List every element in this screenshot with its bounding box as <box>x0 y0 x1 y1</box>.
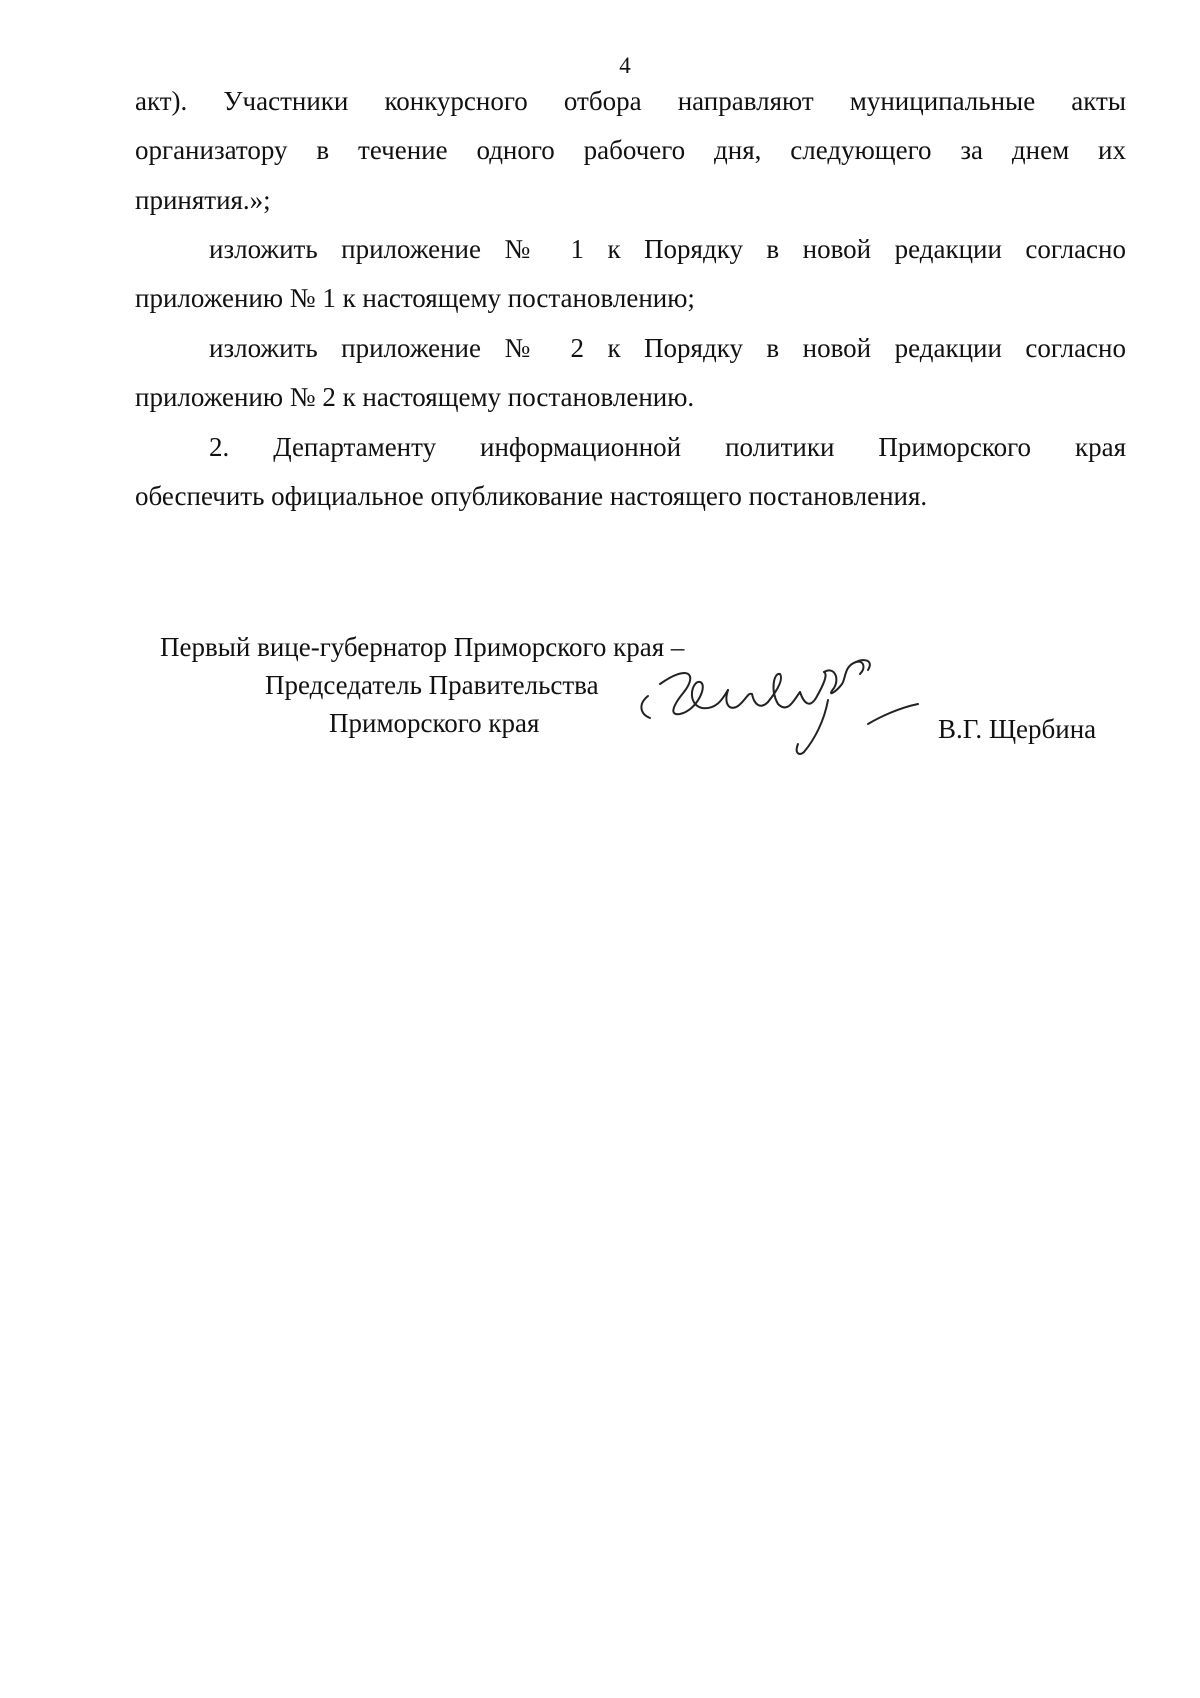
body-line-3: принятия.»; <box>135 185 271 215</box>
body-line-4: изложить приложение № 1 к Порядку в новой редакции согласно <box>209 234 1126 264</box>
body-line-8: 2. Департаменту информационной политики Приморского края <box>209 432 1126 462</box>
signatory-position-line-1: Первый вице-губернатор Приморского края – <box>160 632 685 662</box>
page-number: 4 <box>619 53 631 78</box>
body-line-5: приложению № 1 к настоящему постановлению; <box>135 283 695 313</box>
signatory-name: В.Г. Щербина <box>938 714 1097 744</box>
body-line-6: изложить приложение № 2 к Порядку в новой редакции согласно <box>209 333 1126 363</box>
body-line-7: приложению № 2 к настоящему постановлению. <box>135 382 695 412</box>
signatory-position-line-2: Председатель Правительства <box>265 670 599 700</box>
handwritten-signature <box>628 644 918 764</box>
body-line-9: обеспечить официальное опубликование настоящего постановления. <box>135 481 928 511</box>
body-line-2: организатору в течение одного рабочего дня, следующего за днем их <box>135 135 1126 165</box>
body-line-1: акт). Участники конкурсного отбора направляют муниципальные акты <box>135 86 1126 116</box>
signatory-position-line-3: Приморского края <box>329 708 540 738</box>
